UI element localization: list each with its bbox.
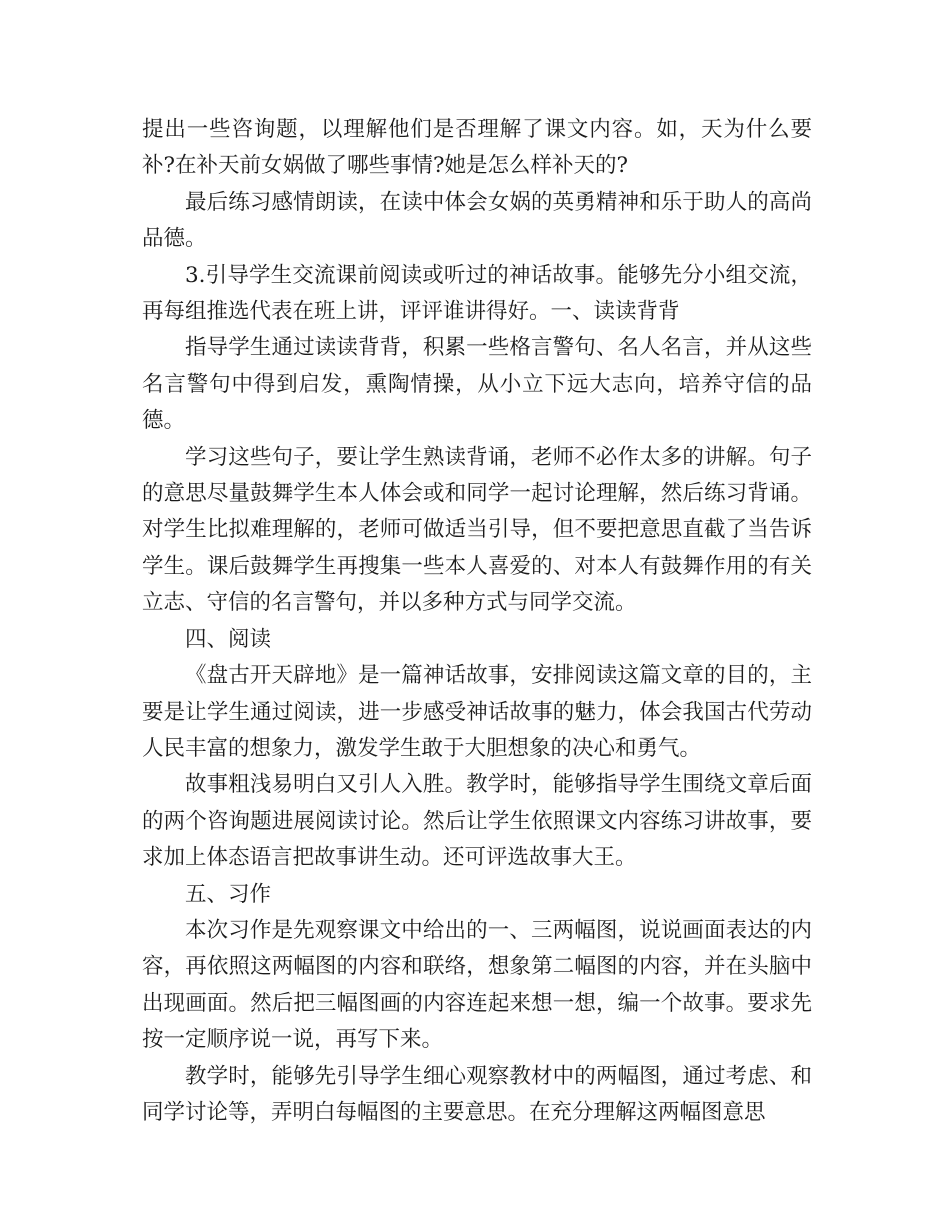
paragraph-5: 学习这些句子，要让学生熟读背诵，老师不必作太多的讲解。句子的意思尽量鼓舞学生本人体会或和同学一起讨论理解，然后练习背诵。对学生比拟难理解的，老师可做适当引导，但不要把意思直截了当告诉学生。课后鼓舞学生再搜集一些本人喜爱的、对本人有鼓舞作用的有关立志、守信的名言警句，并以多种方式与同学交流。 bbox=[142, 444, 812, 616]
paragraph-10: 本次习作是先观察课文中给出的一、三两幅图，说说画面表达的内容，再依照这两幅图的内容和联络，想象第二幅图的内容，并在头脑中出现画面。然后把三幅图画的内容连起来想一想，编一个故事。要求先按一定顺序说一说，再写下来。 bbox=[142, 917, 812, 1053]
paragraph-8: 故事粗浅易明白又引人入胜。教学时，能够指导学生围绕文章后面的两个咨询题进展阅读讨论。然后让学生依照课文内容练习讲故事，要求加上体态语言把故事讲生动。还可评选故事大王。 bbox=[142, 772, 812, 871]
section-heading-writing: 五、习作 bbox=[185, 881, 272, 907]
paragraph-4: 指导学生通过读读背背，积累一些格言警句、名人名言，并从这些名言警句中得到启发，熏陶情操，从小立下远大志向，培养守信的品德。 bbox=[142, 335, 812, 434]
paragraph-11: 教学时，能够先引导学生细心观察教材中的两幅图，通过考虑、和同学讨论等，弄明白每幅图的主要意思。在充分理解这两幅图意思 bbox=[142, 1063, 812, 1125]
document-body bbox=[142, 112, 812, 1131]
paragraph-3: 3.引导学生交流课前阅读或听过的神话故事。能够先分小组交流，再每组推选代表在班上讲，评评谁讲得好。一、读读背背 bbox=[142, 262, 812, 325]
paragraph-2: 最后练习感情朗读，在读中体会女娲的英勇精神和乐于助人的高尚品德。 bbox=[142, 189, 812, 252]
paragraph-7: 《盘古开天辟地》是一篇神话故事，安排阅读这篇文章的目的，主要是让学生通过阅读，进一步感受神话故事的魅力，体会我国古代劳动人民丰富的想象力，激发学生敢于大胆想象的决心和勇气。 bbox=[142, 663, 812, 761]
paragraph-1: 提出一些咨询题，以理解他们是否理解了课文内容。如，天为什么要补?在补天前女娲做了哪些事情?她是怎么样补天的? bbox=[142, 117, 812, 179]
section-heading-reading: 四、阅读 bbox=[185, 626, 272, 652]
